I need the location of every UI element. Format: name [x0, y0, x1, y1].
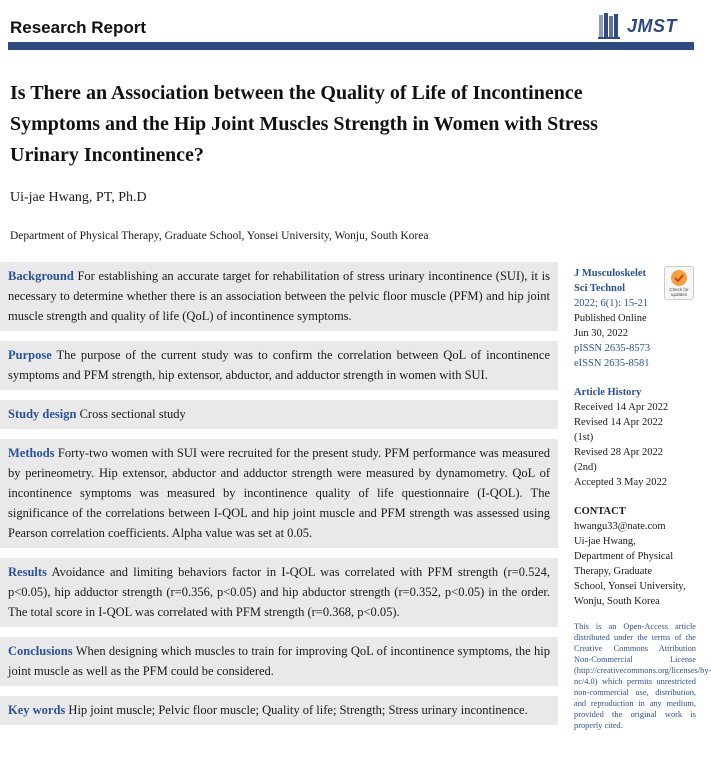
contact-address-line: School, Yonsei University,: [574, 581, 686, 592]
check-updates-label: Check for updates: [669, 287, 689, 297]
history-heading: Article History: [574, 387, 642, 398]
abstract-heading: Study design: [8, 407, 77, 421]
abstract-heading: Results: [8, 565, 47, 579]
abstract-heading: Conclusions: [8, 644, 73, 658]
abstract-conclusions: [0, 637, 558, 686]
abstract-text: Hip joint muscle; Pelvic floor muscle; Quality of life; Strength; Stress urinary incontinence.: [68, 703, 528, 717]
pissn: pISSN 2635-8573: [574, 343, 651, 354]
check-updates-icon: [670, 269, 688, 287]
contact-email[interactable]: hwangu33@nate.com: [574, 521, 666, 532]
accepted-date: Accepted 3 May 2022: [574, 477, 668, 488]
published-label: Published Online: [574, 313, 647, 324]
abstract-purpose: [0, 341, 558, 390]
abstract-keywords: [0, 696, 558, 725]
abstract: [0, 262, 558, 735]
contact-address-line: Therapy, Graduate: [574, 566, 653, 577]
contact-address-line: Department of Physical: [574, 551, 674, 562]
check-for-updates-badge[interactable]: [664, 266, 694, 300]
abstract-text: Forty-two women with SUI were recruited for the present study. PFM performance was measured by perineometry. Hip extensor, abductor and adductor strength were measured by dynamometry. QoL of incontinence symptoms was measured by incontinence quality of life questionnaire (I-QOL). The significance of the correlations between I-QOL and hip joint muscle and PFM strength was assessed using Pearson correlation coefficients. Alpha value was set at 0.05.: [8, 446, 550, 540]
revised-2-note: (2nd): [574, 462, 597, 473]
abstract-heading: Background: [8, 269, 74, 283]
journal-name: J Musculoskelet Sci Technol: [574, 268, 647, 294]
abstract-methods: [0, 439, 558, 548]
eissn: eISSN 2635-8581: [574, 358, 650, 369]
abstract-heading: Purpose: [8, 348, 52, 362]
published-date: Jun 30, 2022: [574, 328, 628, 339]
journal-logo: [597, 12, 697, 40]
abstract-study-design: [0, 400, 558, 429]
header-rule: [8, 42, 694, 50]
revised-1-note: (1st): [574, 432, 594, 443]
abstract-heading: Methods: [8, 446, 55, 460]
article-type-label: Research Report: [10, 18, 147, 37]
received-date: Received 14 Apr 2022: [574, 402, 669, 413]
affiliation: Department of Physical Therapy, Graduate School, Yonsei University, Wonju, South Korea: [10, 230, 429, 242]
license-notice: This is an Open-Access article distributed under the terms of the Creative Commons Attribution Non-Commercial License (http://creativecommons.org/licenses/by-nc/4.0) which permits unrestricted non-commercial use, distribution, and reproduction in any medium, provided the original work is properly cited.: [574, 622, 711, 730]
contact-name: Ui-jae Hwang,: [574, 536, 636, 547]
abstract-text: The purpose of the current study was to confirm the correlation between QoL of incontinence symptoms and PFM strength, hip extensor, abductor, and adductor strength in women with SUI.: [8, 348, 550, 382]
journal-books-icon: [597, 12, 621, 40]
article-title: Is There an Association between the Quality of Life of Incontinence Symptoms and the Hip Joint Muscles Strength in Women with Stress Urinary Incontinence?: [10, 82, 598, 166]
abstract-heading: Key words: [8, 703, 66, 717]
contact-address-line: Wonju, South Korea: [574, 596, 660, 607]
revised-1-date: Revised 14 Apr 2022: [574, 417, 663, 428]
article-info-sidebar: [574, 266, 711, 731]
abstract-background: [0, 262, 558, 331]
journal-logo-text: JMST: [627, 15, 678, 36]
abstract-text: For establishing an accurate target for rehabilitation of stress urinary incontinence (SUI), it is necessary to determine whether there is an association between the pelvic floor muscle (PFM) and hip joint muscle strength and quality of life (QoL) of incontinence symptoms.: [8, 269, 551, 323]
abstract-text: Avoidance and limiting behaviors factor in I-QOL was correlated with PFM strength (r=0.524, p<0.05), hip adductor strength (r=0.356, p<0.05) and hip abductor strength (r=0.352, p<0.05) in the order. The total score in I-QOL was correlated with PFM strength (r=0.368, p<0.05).: [8, 565, 550, 619]
abstract-results: [0, 558, 558, 627]
citation: 2022; 6(1): 15-21: [574, 298, 649, 309]
abstract-text: Cross sectional study: [79, 407, 186, 421]
author: Ui-jae Hwang, PT, Ph.D: [10, 190, 147, 205]
revised-2-date: Revised 28 Apr 2022: [574, 447, 663, 458]
contact-heading: CONTACT: [574, 506, 626, 517]
abstract-text: When designing which muscles to train for improving QoL of incontinence symptoms, the hip joint muscle as well as the PFM could be considered.: [8, 644, 550, 678]
